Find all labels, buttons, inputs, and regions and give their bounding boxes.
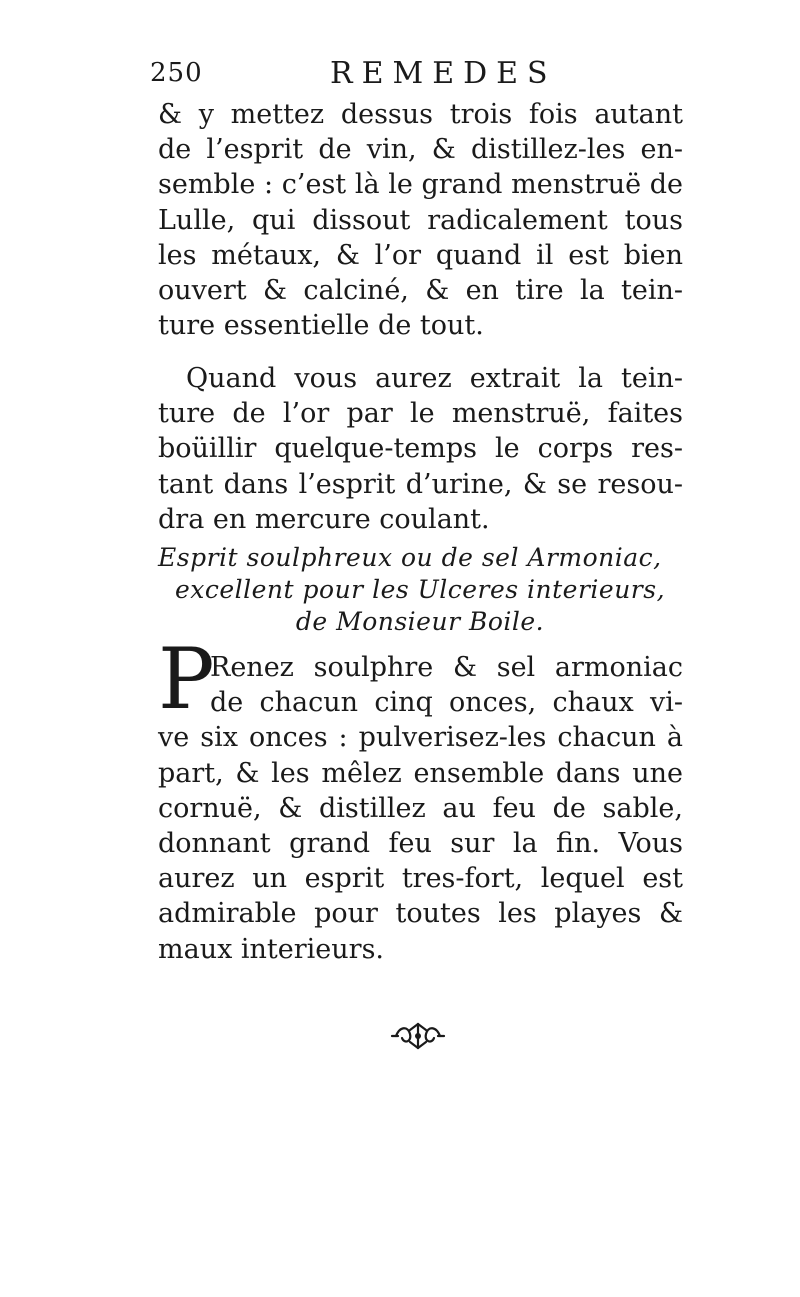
text-line: ve six onces : pulverisez-les chacun à bbox=[158, 722, 683, 754]
text-line: maux interieurs. bbox=[158, 933, 385, 965]
recipe-title-line: Esprit soulphreux ou de sel Armoniac, bbox=[158, 543, 662, 572]
text-line: dra en mercure coulant. bbox=[158, 503, 490, 535]
page-number: 250 bbox=[150, 58, 203, 88]
text-line: tant dans l’esprit d’urine, & se resou- bbox=[158, 468, 683, 500]
text-line: Renez soulphre & sel armoniac bbox=[210, 652, 683, 683]
fleuron-icon bbox=[388, 1016, 448, 1056]
text-line: admirable pour toutes les playes & bbox=[158, 898, 683, 930]
text-line: cornuë, & distillez au feu de sable, bbox=[158, 792, 683, 824]
paragraph-continuation bbox=[158, 97, 683, 343]
text-line: ouvert & calciné, & en tire la tein- bbox=[158, 275, 683, 307]
paragraph-quand bbox=[158, 361, 683, 537]
text-line: les métaux, & l’or quand il est bien bbox=[158, 239, 683, 271]
text-line: de l’esprit de vin, & distillez-les en- bbox=[158, 134, 683, 166]
text-line: semble : c’est là le grand menstruë de bbox=[158, 169, 683, 201]
text-line: donnant grand feu sur la fin. Vous bbox=[158, 828, 683, 860]
recipe-title-line: de Monsieur Boile. bbox=[295, 607, 545, 636]
text-line: aurez un esprit tres-fort, lequel est bbox=[158, 863, 683, 895]
text-line: boüillir quelque-temps le corps res- bbox=[158, 433, 683, 465]
text-line: & y mettez dessus trois fois autant bbox=[158, 99, 683, 130]
text-line: de chacun cinq onces, chaux vi- bbox=[210, 687, 683, 719]
text-line: ture de l’or par le menstruë, faites bbox=[158, 398, 683, 430]
recipe-title-line: excellent pour les Ulceres interieurs, bbox=[174, 575, 666, 604]
recipe-title bbox=[150, 542, 690, 638]
text-line: Lulle, qui dissout radicalement tous bbox=[158, 204, 683, 236]
page-header bbox=[150, 56, 690, 96]
drop-cap: P bbox=[158, 630, 215, 728]
text-line: Quand vous aurez extrait la tein- bbox=[186, 363, 683, 394]
text-line: ture essentielle de tout. bbox=[158, 310, 484, 342]
text-line: part, & les mêlez ensemble dans une bbox=[158, 757, 683, 789]
running-head: REMEDES bbox=[330, 56, 557, 91]
paragraph-recipe bbox=[158, 650, 683, 967]
